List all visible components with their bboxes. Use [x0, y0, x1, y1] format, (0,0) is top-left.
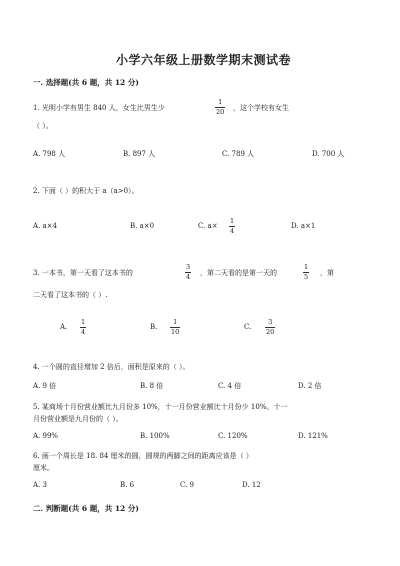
q1-text-c: （ ）。 [33, 122, 53, 130]
q3-opt-a-den: 4 [81, 328, 86, 336]
q5-option-d: D. 121% [298, 432, 328, 440]
q6-option-d: D. 12 [242, 481, 261, 489]
q3-option-b-label: B. [150, 323, 158, 331]
q2-frac-num: 1 [230, 217, 235, 225]
q3-fraction-2 [303, 263, 309, 281]
q2-option-a: A. a×4 [33, 222, 57, 230]
q1-option-c: C. 789 人 [222, 150, 255, 158]
page-title: 小学六年级上册数学期末测试卷 [116, 53, 292, 67]
q1-option-a: A. 798 人 [33, 150, 66, 158]
q3-text-d: 二天看了这本书的（ ）. [33, 291, 108, 299]
q1-text-b: ，这个学校有女生 [233, 104, 289, 112]
q5-line-1: 5. 某商场十月份营业额比九月份多 10%，十一月份营业额比十月份少 10%。十一 [33, 403, 288, 411]
q2-text: 2. 下面（ ）的积大于 a（a>0）。 [33, 187, 139, 195]
q3-opt-c-num: 3 [268, 318, 273, 326]
q3-text-a: 3. 一本书，第一天看了这本书的 [33, 269, 133, 277]
section-2-heading: 二. 判断题(共 6 题，共 12 分) [33, 504, 139, 513]
q2-option-c: C. a× [198, 222, 218, 230]
q3-option-c-fraction [265, 318, 275, 336]
q6-option-b: B. 6 [120, 481, 135, 489]
q6-option-a: A. 3 [33, 481, 47, 489]
q5-line-2: 月份营业额是九月份的（ ）。 [33, 415, 123, 423]
q1-option-d: D. 700 人 [312, 150, 345, 158]
q6-text-b: 厘米。 [33, 464, 54, 472]
q3-text-c: ，第 [320, 269, 334, 277]
q1-frac-den: 20 [216, 108, 225, 116]
q1-text-a: 1. 光明小学有男生 840 人，女生比男生少 [33, 104, 165, 112]
q3-frac1-num: 3 [186, 263, 191, 271]
q5-option-c: C. 120% [218, 432, 248, 440]
q3-option-c-label: C. [244, 323, 252, 331]
q5-option-a: A. 99% [33, 432, 59, 440]
q2-frac-den: 4 [230, 227, 235, 235]
q3-opt-a-num: 1 [81, 318, 86, 326]
q4-text: 4. 一个圆的直径增加 2 倍后，面积是原来的（ ）。 [33, 363, 190, 371]
q3-opt-c-den: 20 [266, 328, 275, 336]
q3-fraction-1 [185, 263, 191, 281]
q4-option-a: A. 9 倍 [33, 382, 57, 390]
q3-opt-b-den: 10 [171, 328, 180, 336]
q3-text-b: ，第二天看的是第一天的 [200, 269, 277, 277]
q5-option-b: B. 100% [140, 432, 170, 440]
q3-frac2-den: 5 [304, 273, 309, 281]
q3-opt-b-num: 1 [173, 318, 178, 326]
q3-option-b-fraction [170, 318, 180, 336]
q4-option-b: B. 8 倍 [140, 382, 164, 390]
q3-option-a-fraction [80, 318, 86, 336]
section-1-heading: 一. 选择题(共 6 题，共 12 分) [33, 78, 139, 87]
q3-frac2-num: 1 [304, 263, 309, 271]
q6-text-a: 6. 画一个周长是 18. 84 厘米的圆，圆规的两脚之间的距离应该是（ ） [33, 452, 253, 460]
q4-option-d: D. 2 倍 [298, 382, 322, 390]
q2-option-d: D. a×1 [291, 222, 316, 230]
q3-option-a-label: A. [60, 323, 68, 331]
q1-frac-num: 1 [218, 98, 223, 106]
q4-option-c: C. 4 倍 [218, 382, 242, 390]
q6-option-c: C. 9 [180, 481, 195, 489]
q3-frac1-den: 4 [186, 273, 191, 281]
q1-fraction [215, 98, 225, 116]
q1-option-b: B. 897 人 [123, 150, 156, 158]
q2-option-c-fraction [229, 217, 235, 235]
q2-option-b: B. a×0 [130, 222, 155, 230]
